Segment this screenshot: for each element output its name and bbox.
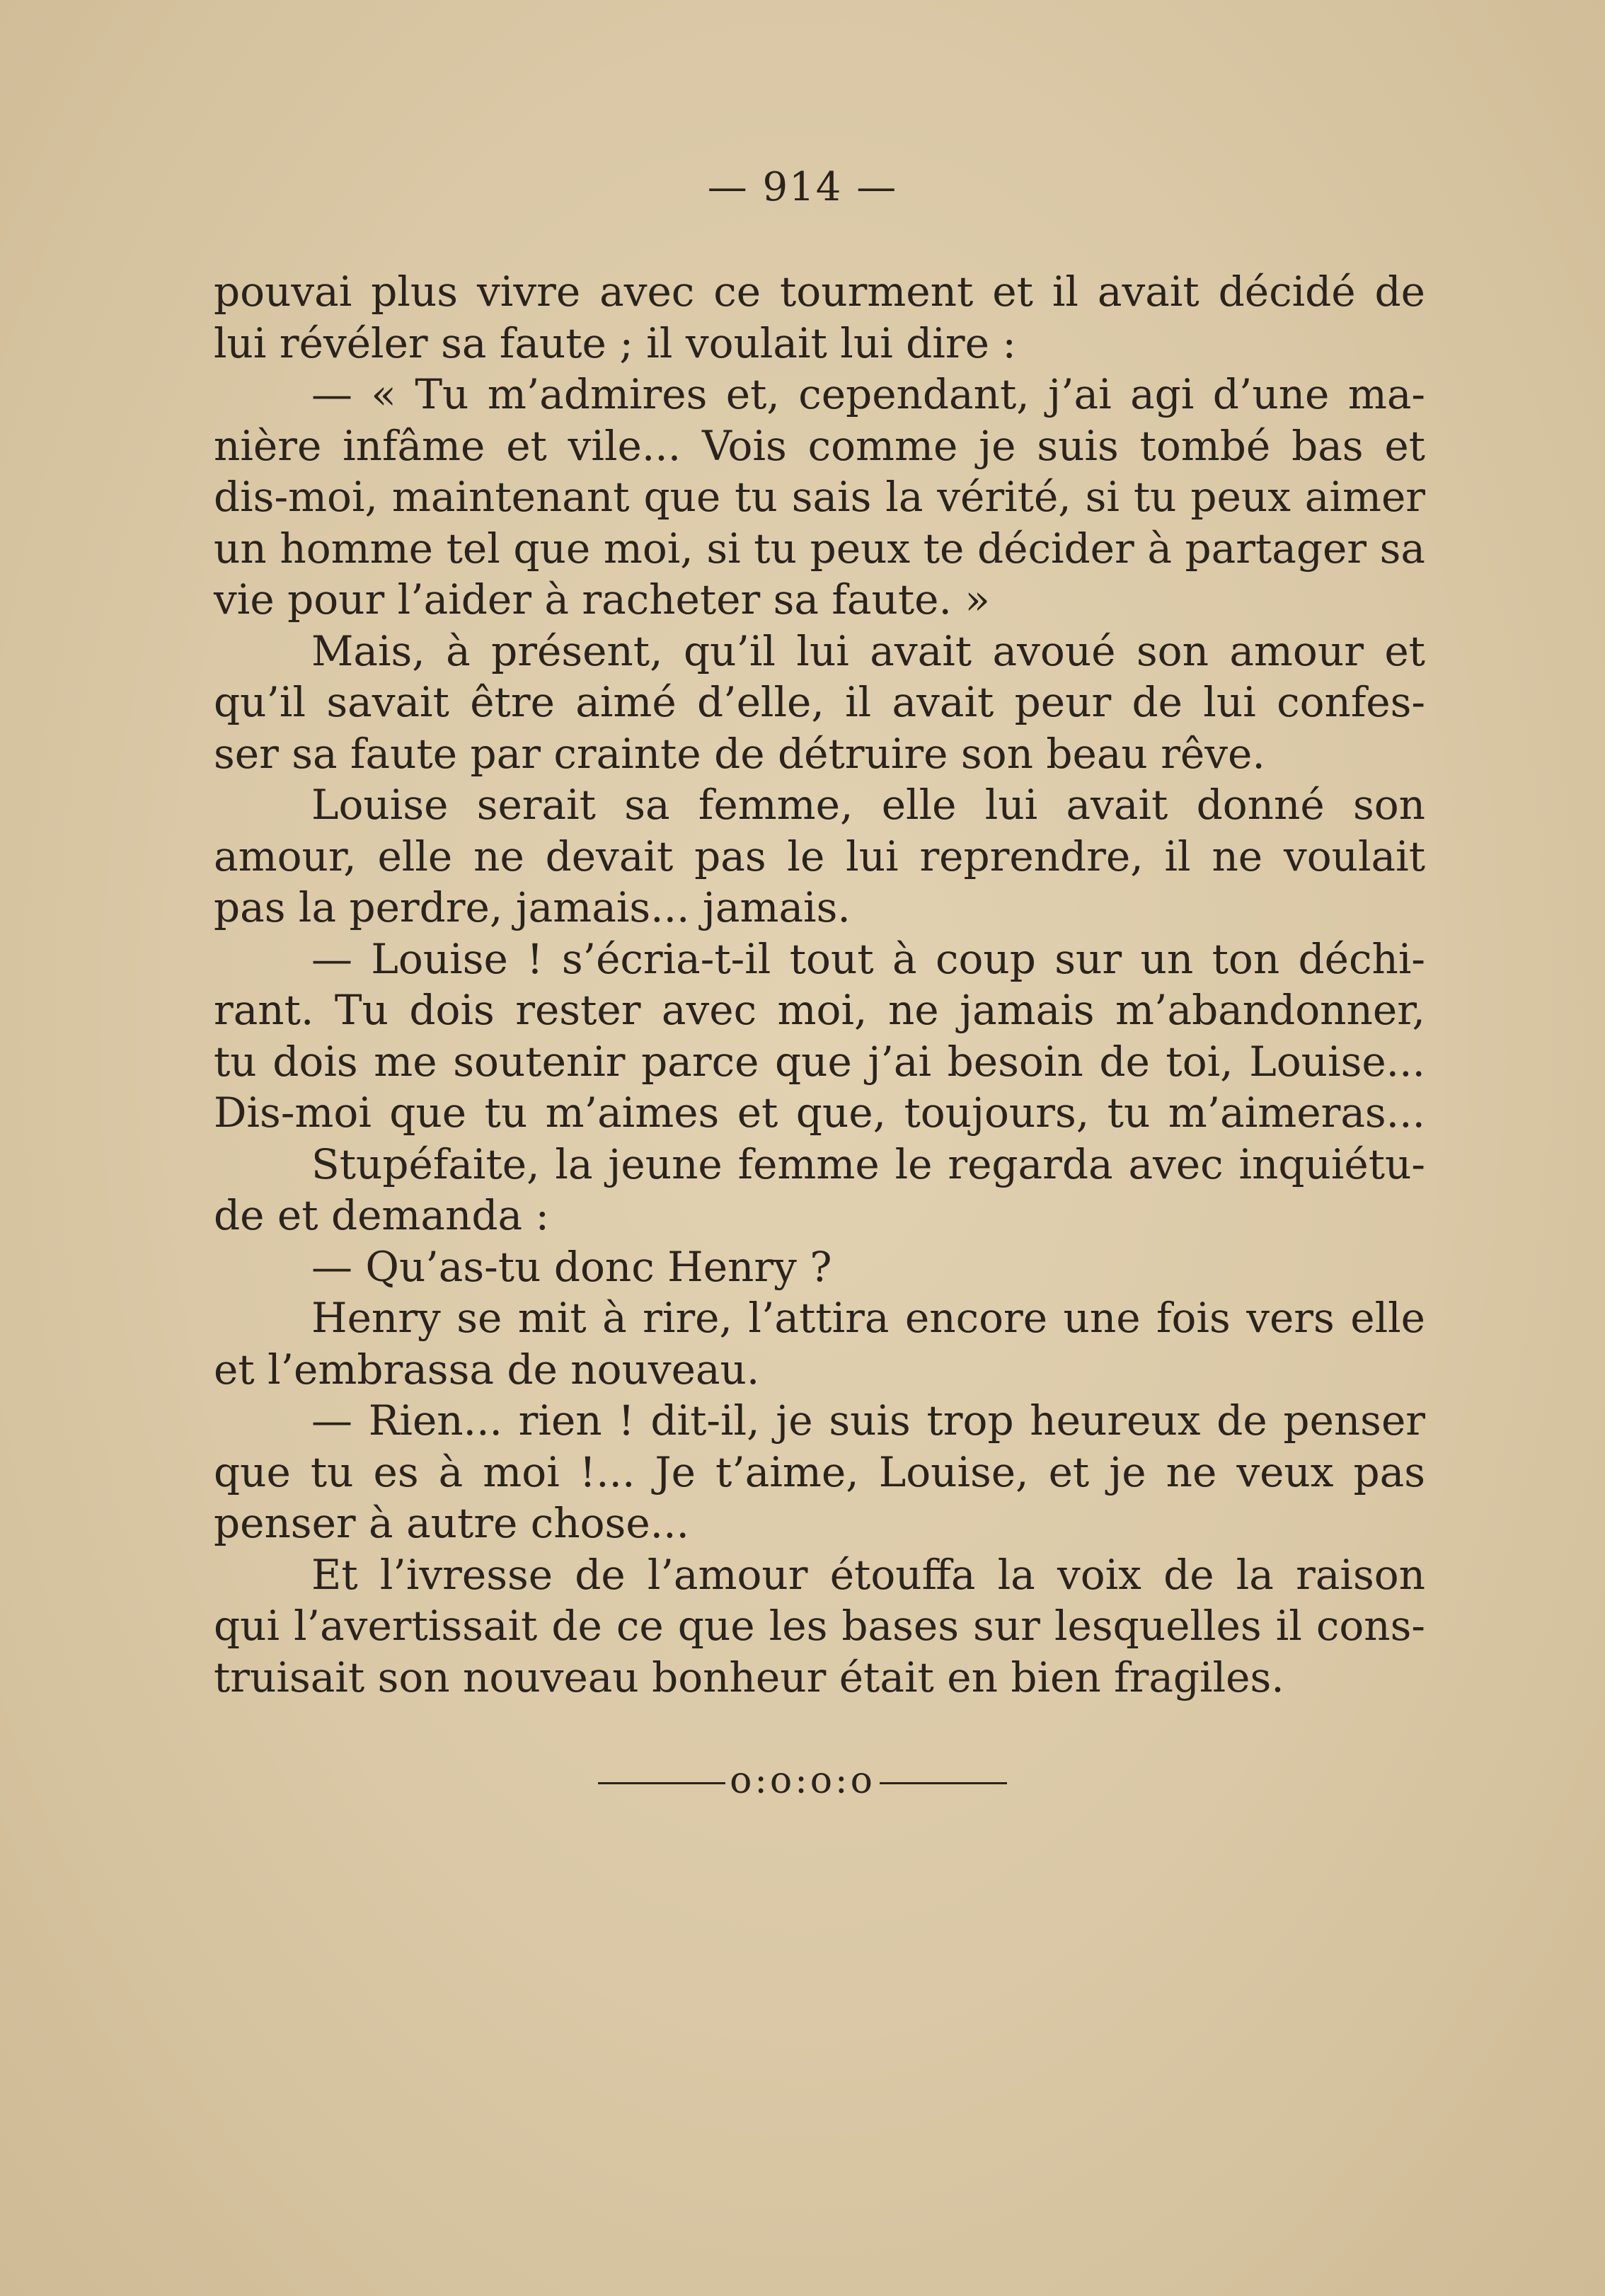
page-number: — 914 — [707,164,898,210]
separator-ornament: o:o:o:o [730,1760,875,1802]
text-line: pouvai plus vivre avec ce tourment et il avait décidé de [214,268,1425,316]
text-line: truisait son nouveau bonheur était en bien fragiles. [214,1653,1284,1701]
text-line: vie pour l’aider à racheter sa faute. » [214,575,990,624]
text-line: et l’embrassa de nouveau. [214,1345,760,1394]
text-line: Louise serait sa femme, elle lui avait donné son [311,781,1425,829]
text-line: — Louise ! s’écria-t-il tout à coup sur un ton déchi- [311,934,1425,983]
separator-rule-right [880,1782,1007,1784]
text-line: rant. Tu dois rester avec moi, ne jamais m’abandonner, [214,986,1425,1034]
text-line: lui révéler sa faute ; il voulait lui dire : [214,318,1016,367]
text-line: — Rien... rien ! dit-il, je suis trop heureux de penser [311,1396,1425,1445]
text-line: amour, elle ne devait pas le lui reprendre, il ne voulait [214,832,1425,880]
text-line: — « Tu m’admires et, cependant, j’ai agi d’une ma- [311,370,1425,418]
page-body-text [214,266,1425,1703]
text-line: qui l’avertissait de ce que les bases sur lesquelles il cons- [214,1602,1425,1650]
text-line: Et l’ivresse de l’amour étouffa la voix de la raison [311,1550,1425,1599]
text-line: tu dois me soutenir parce que j’ai besoin de toi, Louise... [214,1037,1425,1086]
text-line: nière infâme et vile... Vois comme je suis tombé bas et [214,421,1425,470]
text-line: un homme tel que moi, si tu peux te décider à partager sa [214,524,1425,573]
text-line: Mais, à présent, qu’il lui avait avoué son amour et [311,626,1425,675]
text-line: Dis-moi que tu m’aimes et que, toujours, tu m’aimeras... [214,1089,1425,1137]
text-line: dis-moi, maintenant que tu sais la vérité, si tu peux aimer [214,473,1425,521]
text-line: pas la perdre, jamais... jamais. [214,883,851,931]
section-separator [0,1760,1605,1802]
text-line: de et demanda : [214,1191,550,1239]
text-line: qu’il savait être aimé d’elle, il avait peur de lui confes- [214,678,1425,726]
separator-rule-left [598,1782,725,1784]
text-line: que tu es à moi !... Je t’aime, Louise, et je ne veux pas [214,1447,1425,1496]
text-line: ser sa faute par crainte de détruire son beau rêve. [214,729,1265,778]
text-line: penser à autre chose... [214,1499,689,1547]
text-line: — Qu’as-tu donc Henry ? [311,1242,832,1291]
text-line: Stupéfaite, la jeune femme le regarda avec inquiétu- [311,1140,1425,1188]
text-line: Henry se mit à rire, l’attira encore une fois vers elle [311,1294,1425,1342]
